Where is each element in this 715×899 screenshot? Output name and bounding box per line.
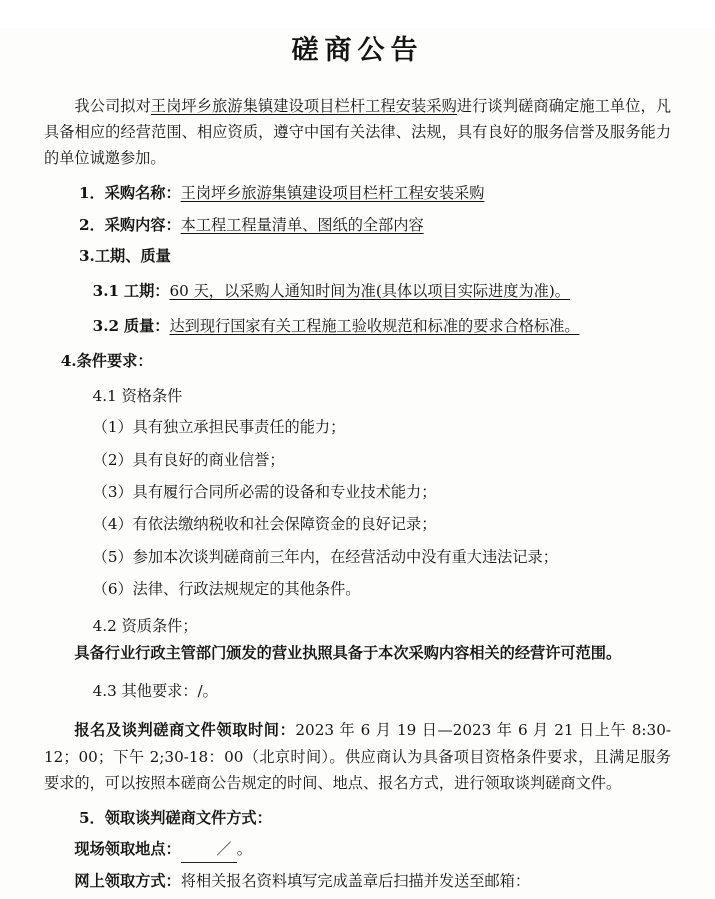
intro-project-name: 王岗坪乡旅游集镇建设项目栏杆工程安装采购 bbox=[150, 97, 457, 115]
intro-paragraph bbox=[44, 93, 671, 171]
section-duration-quality bbox=[44, 243, 671, 269]
schedule-duration-label: 工期： bbox=[123, 281, 170, 300]
list-item: （4）有依法缴纳税收和社会保障资金的良好记录； bbox=[92, 515, 437, 534]
intro-suffix: 进行谈判磋商确定施工单位，凡具备相应的经营范围、相应资质，遵守中国有关法律、法规，具有良好的服务信誉及服务能力的单位诚邀参加。 bbox=[44, 97, 672, 168]
list-item: （3）具有履行合同所必需的设备和专业技术能力； bbox=[92, 483, 437, 502]
schedule-quality bbox=[44, 313, 671, 339]
requirements-heading: 4.条件要求： bbox=[60, 352, 153, 371]
schedule-quality-label: 质量： bbox=[123, 316, 170, 335]
collection-heading: 5．领取谈判磋商文件方式： bbox=[78, 808, 272, 827]
section-purchase-name bbox=[44, 180, 671, 206]
section-number: 3. bbox=[78, 246, 95, 265]
schedule-duration-number: 3.1 bbox=[92, 281, 120, 300]
registration-time: 2023 年 6 月 19 日—2023 年 6 月 21 日上午 8:30-12；00；下午 2;30-18：00（北京时间）。 bbox=[44, 721, 672, 766]
collection-online-value: 将相关报名资料填写完成盖章后扫描并发送至邮箱： bbox=[180, 872, 531, 891]
collection-online-label: 网上领取方式： bbox=[74, 872, 181, 891]
registration-paragraph bbox=[44, 717, 671, 795]
other-requirements-heading: 4.3 其他要求：/。 bbox=[92, 682, 218, 701]
collection-onsite-value: ／ bbox=[181, 836, 237, 863]
schedule-quality-number: 3.2 bbox=[92, 316, 120, 335]
document-page bbox=[0, 28, 715, 899]
credential-heading: 4.2 资质条件； bbox=[92, 616, 198, 635]
schedule-duration bbox=[44, 278, 671, 304]
collection-onsite bbox=[44, 836, 671, 863]
section-purchase-content bbox=[44, 212, 671, 238]
collection-onsite-suffix: 。 bbox=[236, 840, 252, 859]
registration-label: 报名及谈判磋商文件领取时间： bbox=[74, 721, 296, 740]
page-title: 磋商公告 bbox=[291, 35, 424, 66]
section-number: 1． bbox=[78, 184, 105, 203]
schedule-quality-value: 达到现行国家有关工程施工验收规范和标准的要求合格标准。 bbox=[169, 316, 580, 335]
list-item: （2）具有良好的商业信誉； bbox=[92, 450, 285, 469]
section-label: 采购内容： bbox=[104, 215, 181, 234]
credential-text: 具备行业行政主管部门颁发的营业执照具备于本次采购内容相关的经营许可范围。 bbox=[74, 643, 622, 662]
section-label: 工期、质量 bbox=[94, 246, 171, 265]
collection-onsite-label: 现场领取地点： bbox=[74, 840, 181, 859]
section-value: 本工程工程量清单、图纸的全部内容 bbox=[180, 215, 424, 234]
list-item: （5）参加本次谈判磋商前三年内，在经营活动中没有重大违法记录； bbox=[92, 547, 558, 566]
collection-online bbox=[44, 868, 671, 894]
section-number: 2． bbox=[78, 215, 105, 234]
intro-prefix: 我公司拟对 bbox=[74, 97, 151, 115]
list-item: （1）具有独立承担民事责任的能力； bbox=[92, 418, 346, 437]
qualification-heading: 4.1 资格条件 bbox=[92, 387, 183, 406]
section-label: 采购名称： bbox=[104, 184, 181, 203]
section-value: 王岗坪乡旅游集镇建设项目栏杆工程安装采购 bbox=[180, 184, 485, 203]
registration-text: 供应商认为具备项目资格条件要求，且满足服务要求的，可以按照本磋商公告规定的时间、地点、报名方式，进行领取谈判磋商文件。 bbox=[44, 747, 671, 792]
schedule-duration-value: 60 天，以采购人通知时间为准(具体以项目实际进度为准)。 bbox=[169, 281, 570, 300]
list-item: （6）法律、行政法规规定的其他条件。 bbox=[92, 580, 361, 599]
